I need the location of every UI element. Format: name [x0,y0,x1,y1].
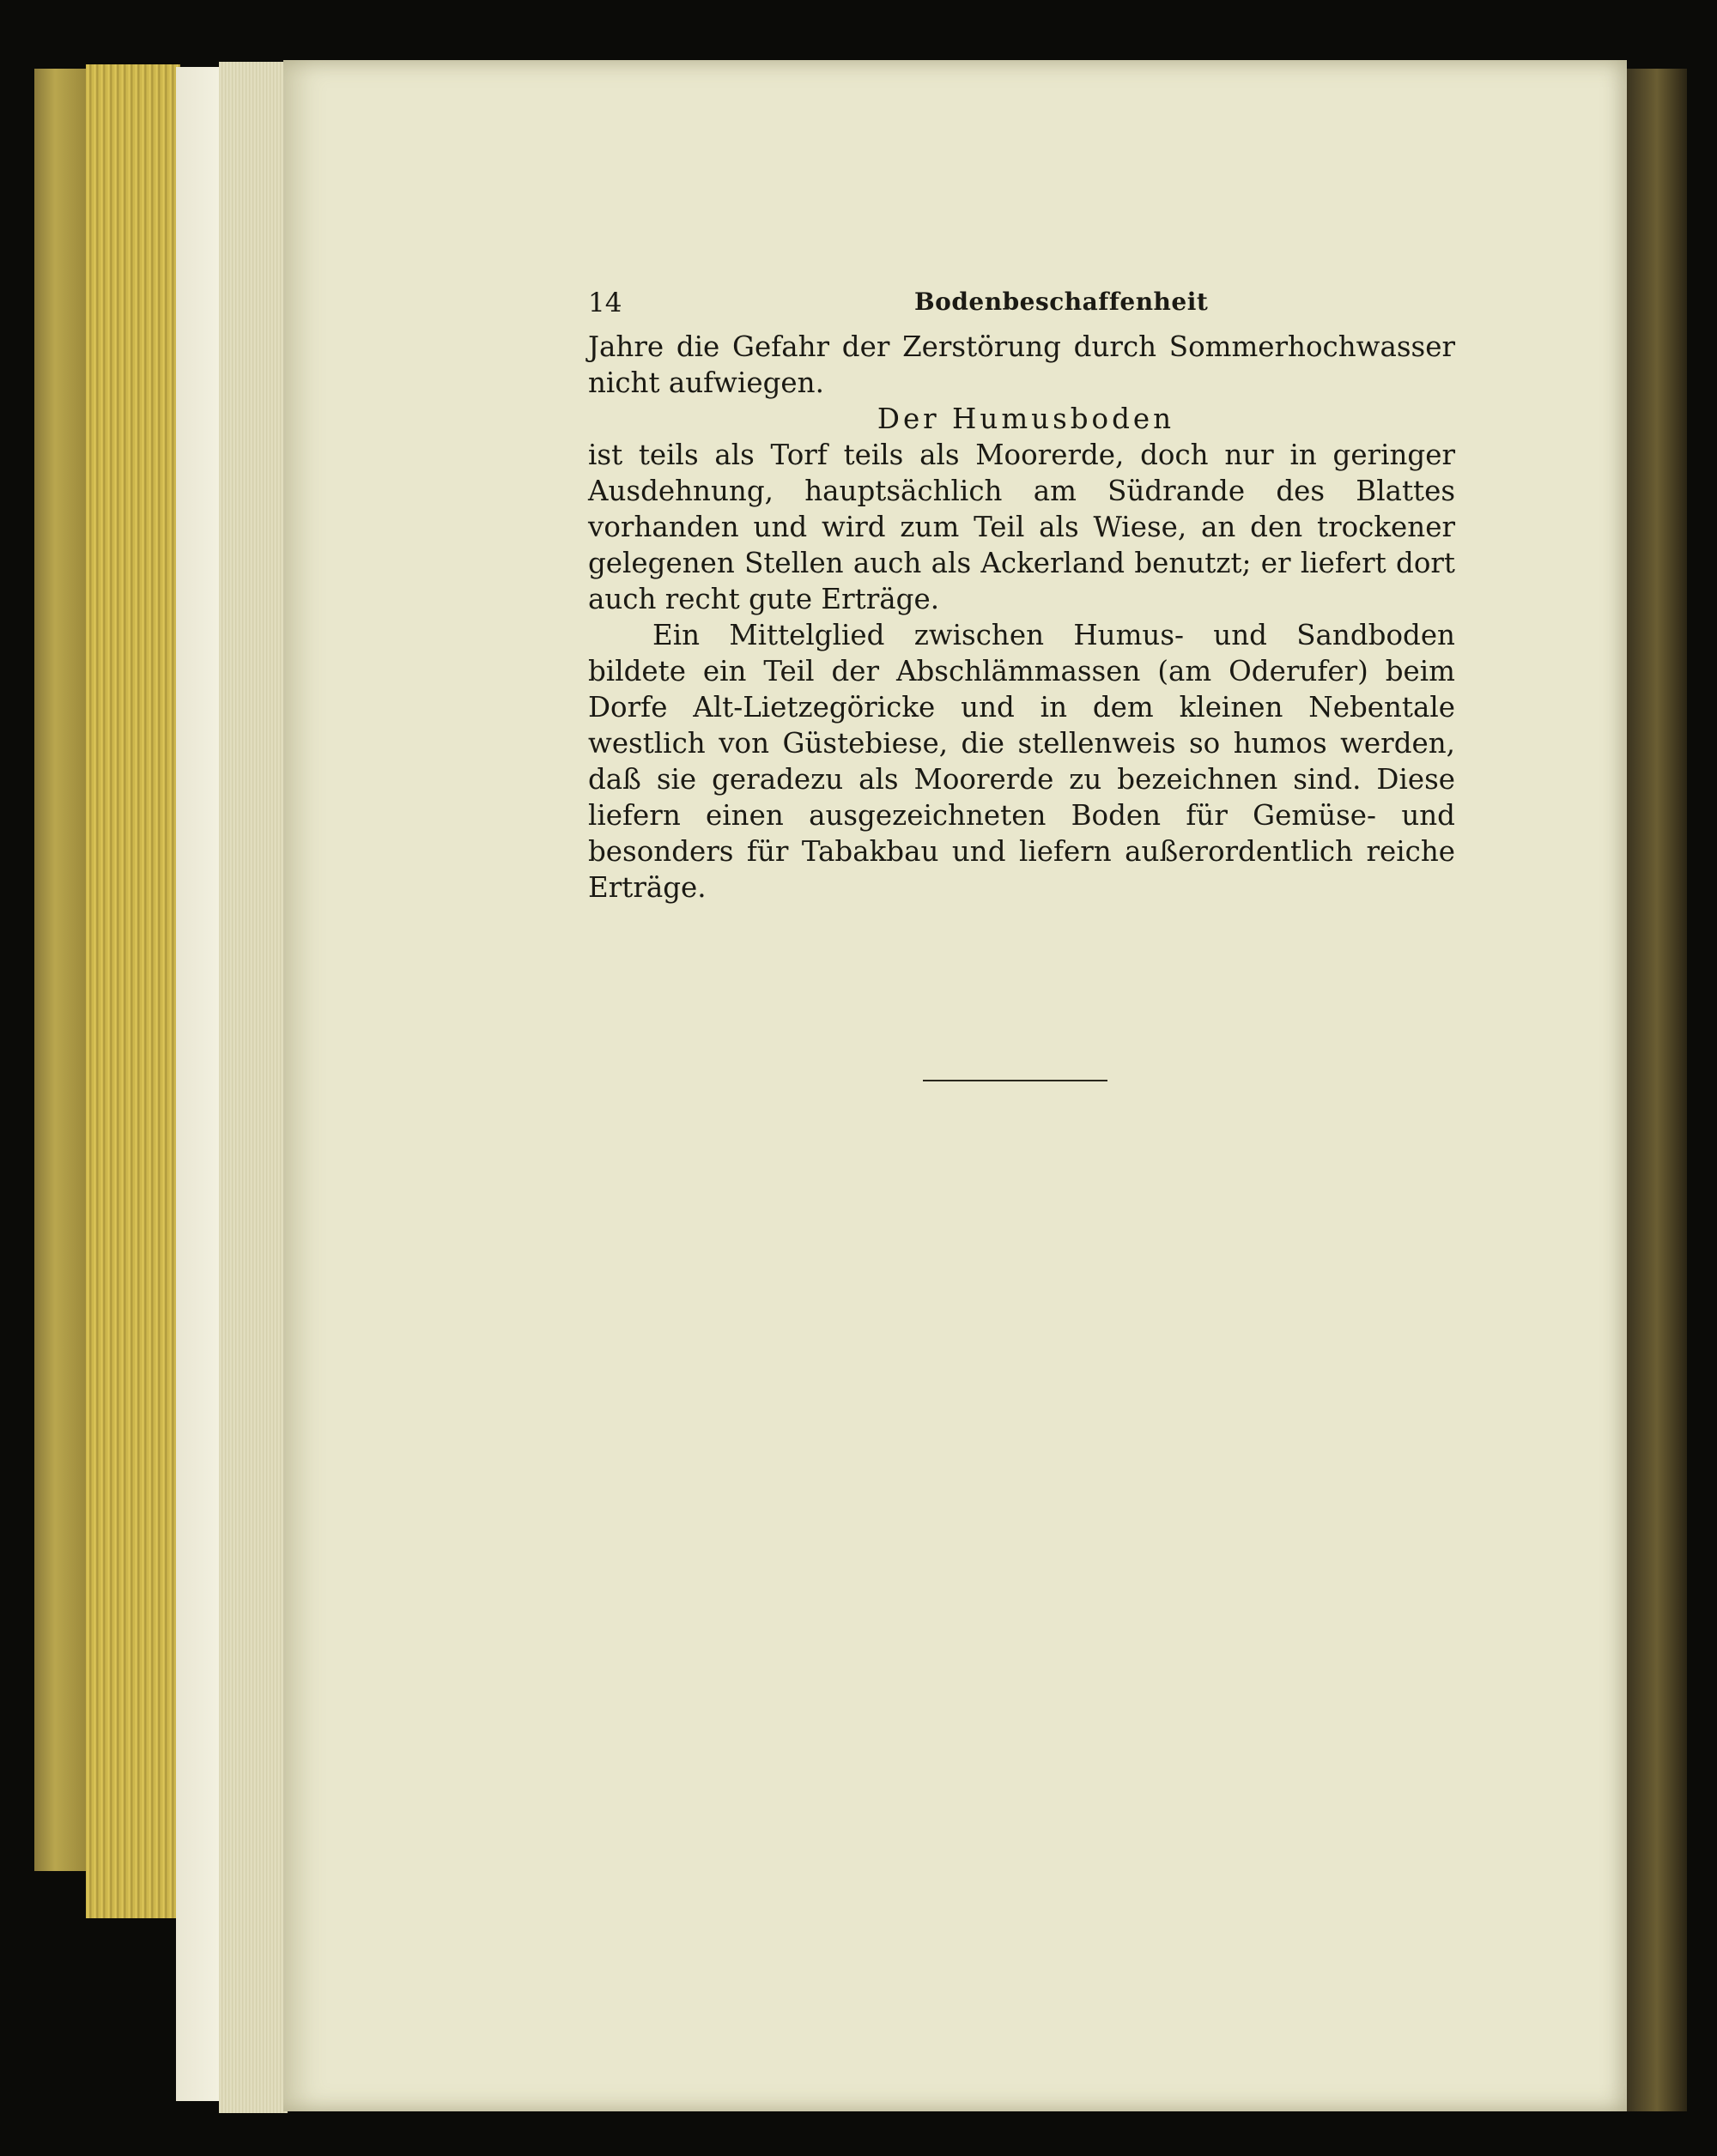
paragraph-3: Ein Mittelglied zwischen Humus- und Sandboden bildete ein Teil der Abschlämmassen (am Oderufer) beim Dorfe Alt-Lietzegöricke und in dem kleinen Nebentale westlich von Güstebiese, die stellenweis so humos werden, daß sie geradezu als Moorerde zu bezeichnen sind. Diese liefern einen ausgezeichneten Boden für Gemüse- und besonders für Tabakbau und liefern außerordentlich reiche Erträge. [588,619,1455,904]
paragraph-2: ist teils als Torf teils als Moorerde, doch nur in geringer Ausdehnung, hauptsächlich am Südrande des Blattes vorhanden und wird zum Teil als Wiese, an den trockener gelegenen Stellen auch als Ackerland benutzt; er liefert dort auch recht gute Erträge. [588,439,1455,615]
book-spine-edge [34,69,86,1871]
page-edge-stack-inner [219,62,288,2113]
text-block [588,288,1455,905]
gilt-page-edges [86,64,180,1918]
paragraph-1: Jahre die Gefahr der Zerstörung durch Sommerhochwasser nicht aufwiegen. [588,330,1455,399]
section-end-rule [923,1080,1107,1081]
running-head [588,288,1455,329]
page-number: 14 [588,288,622,318]
page-edge-stack [176,67,219,2101]
facing-page-edge [1627,69,1687,2111]
section-heading: Der Humusboden [877,403,1175,435]
running-head-title: Bodenbeschaffenheit [914,288,1209,316]
